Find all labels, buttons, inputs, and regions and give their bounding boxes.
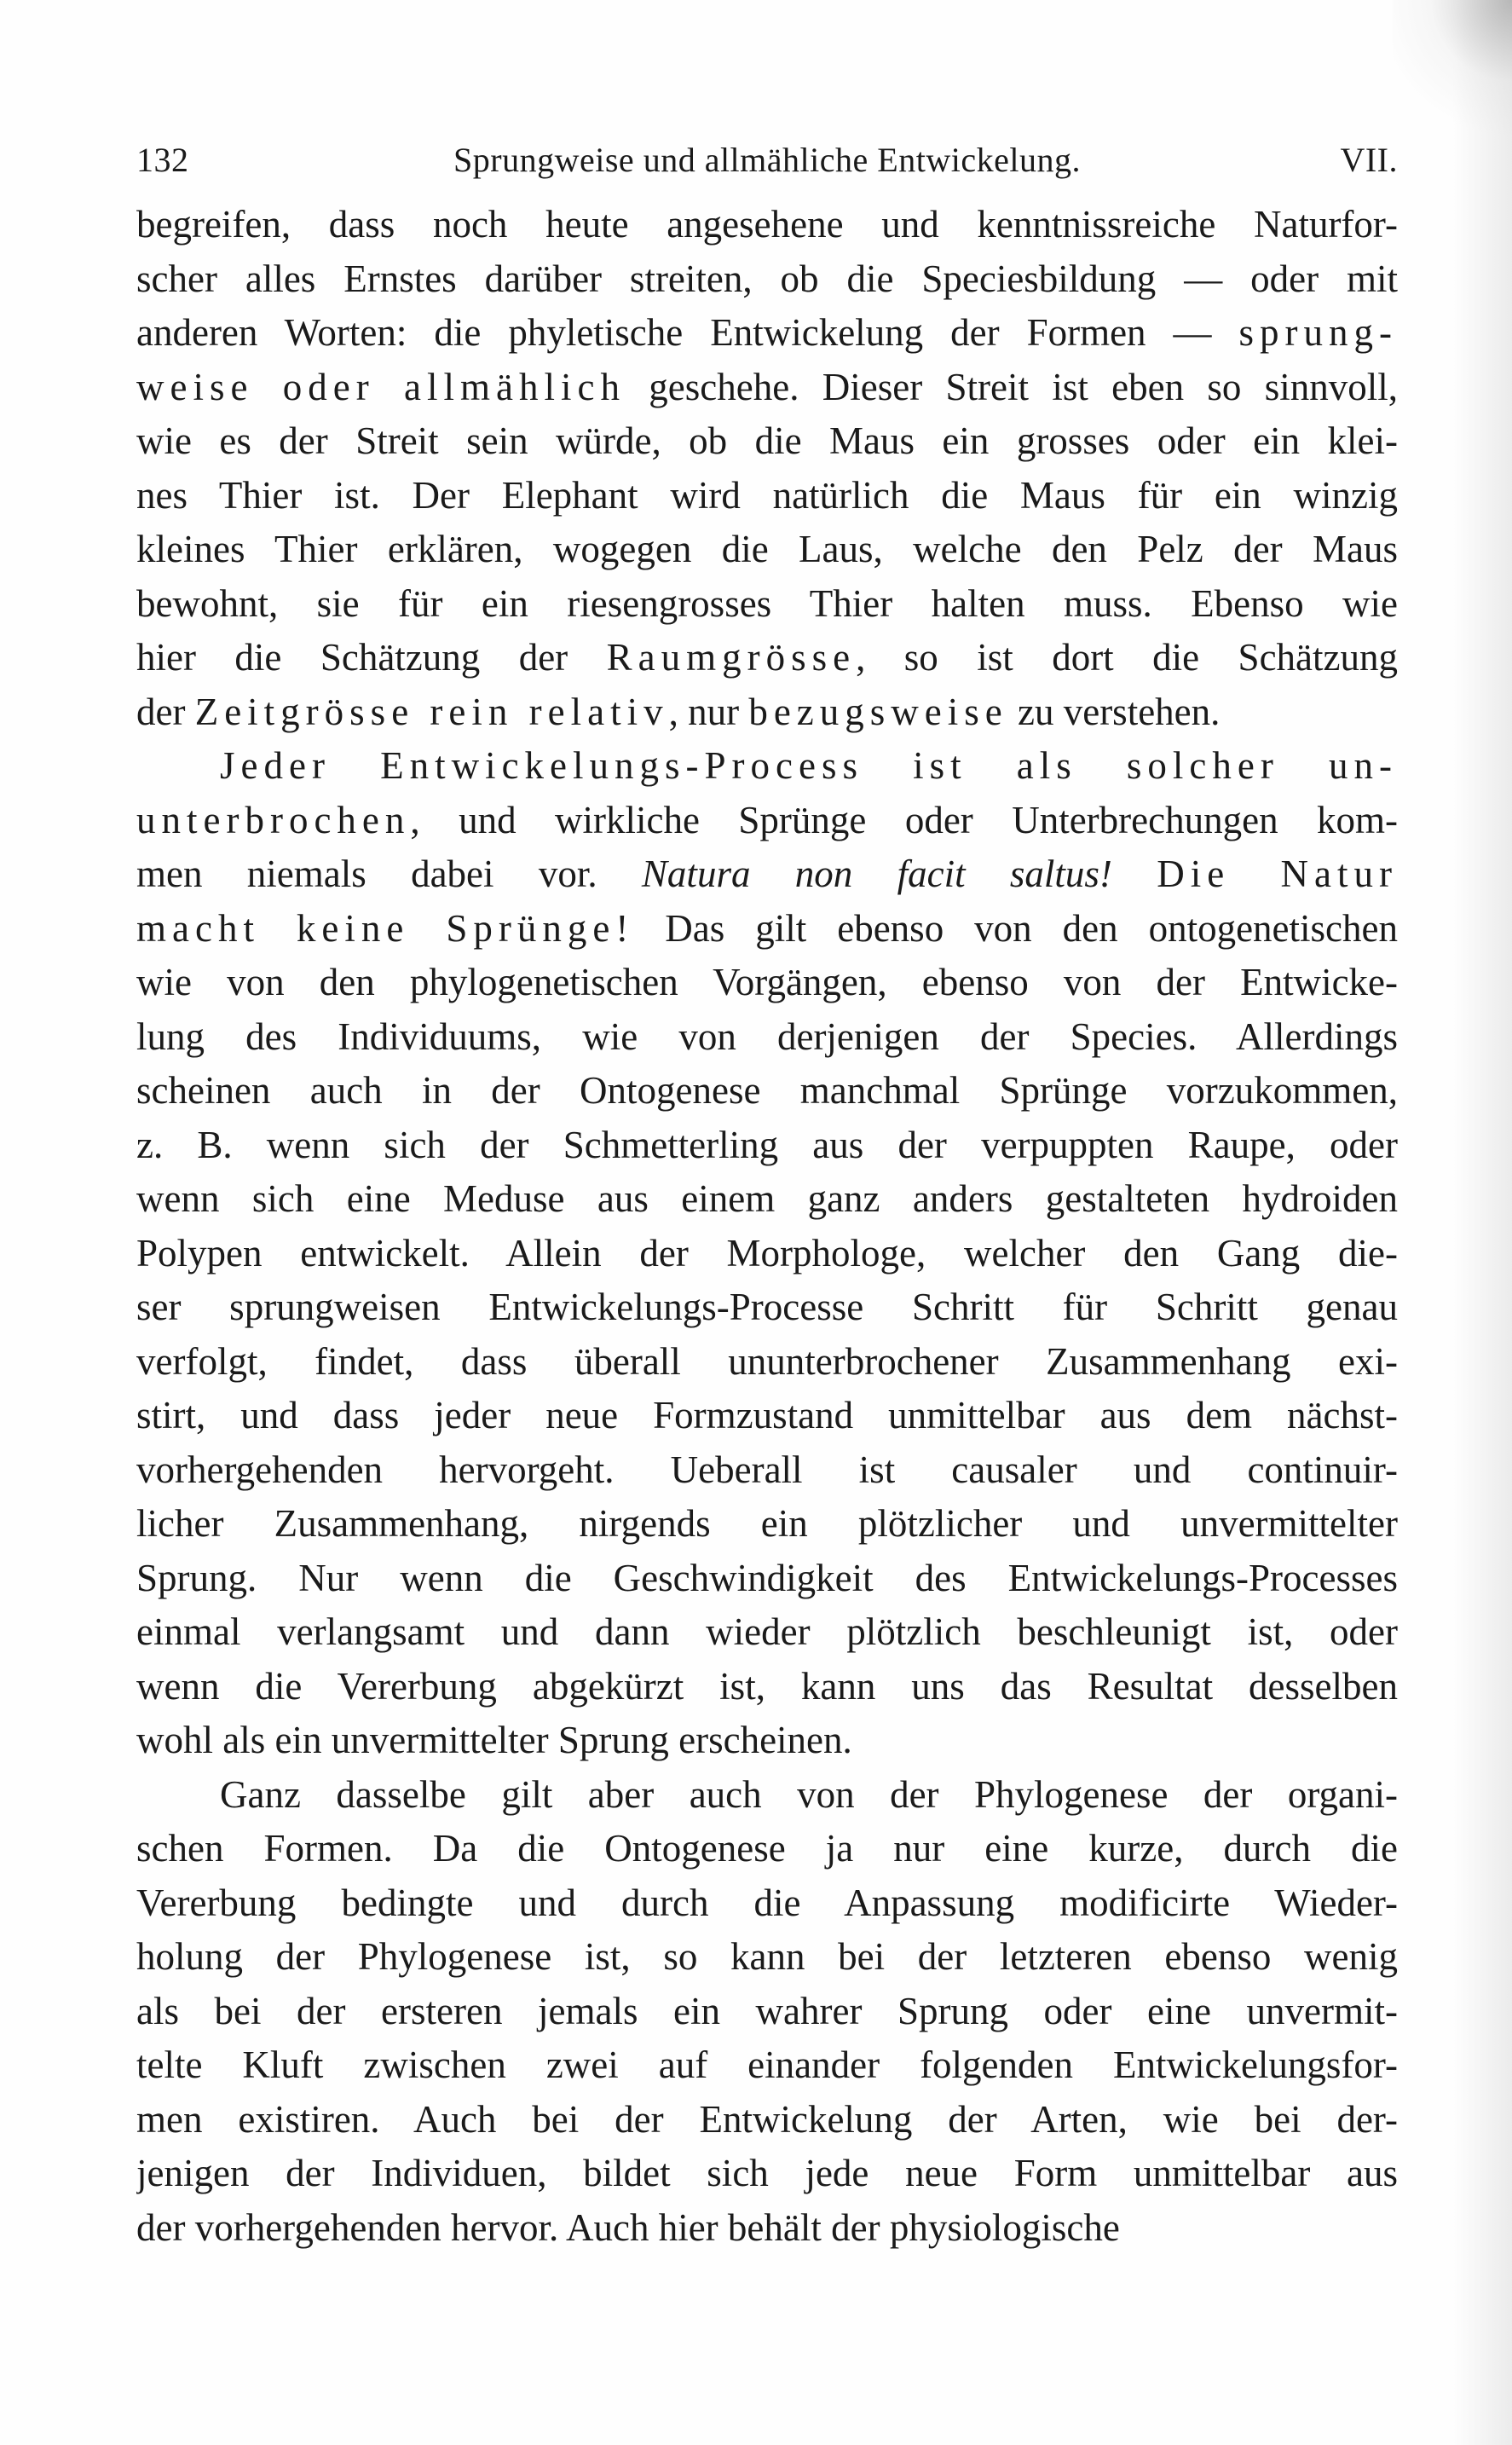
text-line bbox=[136, 1768, 1398, 1823]
text-line bbox=[136, 361, 1398, 415]
text-line bbox=[136, 902, 1398, 957]
running-header bbox=[136, 135, 1398, 186]
text-run: verfolgt, findet, dass überall ununterbrochener Zusammenhang exi- bbox=[136, 1339, 1398, 1383]
paragraph bbox=[136, 1768, 1398, 2256]
text-line bbox=[136, 1552, 1398, 1606]
text-line bbox=[136, 577, 1398, 632]
text-run: ser sprungweisen Entwickelungs-Processe Schritt für Schritt genau bbox=[136, 1286, 1398, 1328]
spaced-emphasis: sprung- bbox=[1238, 311, 1398, 354]
spaced-emphasis: Zeitgrösse rein relativ bbox=[194, 690, 669, 733]
text-run: einmal verlangsamt und dann wieder plötzlich beschleunigt ist, oder bbox=[136, 1610, 1398, 1653]
text-run: holung der Phylogenese ist, so kann bei der letzteren ebenso wenig bbox=[136, 1935, 1398, 1978]
text-line bbox=[136, 1118, 1398, 1173]
text-line bbox=[136, 1822, 1398, 1876]
text-run: nes Thier ist. Der Elephant wird natürlich die Maus für ein winzig bbox=[136, 473, 1398, 517]
text-run: Vererbung bedingte und durch die Anpassung modificirte Wieder- bbox=[136, 1881, 1398, 1924]
page-corner-shadow bbox=[1393, 0, 1512, 136]
spaced-emphasis: Raumgrösse bbox=[606, 636, 857, 679]
spaced-emphasis: unterbrochen bbox=[136, 798, 411, 841]
text-run: wenn die Vererbung abgekürzt ist, kann uns das Resultat desselben bbox=[136, 1664, 1398, 1708]
text-run: , so ist dort die Schätzung bbox=[856, 636, 1398, 679]
text-run: Polypen entwickelt. Allein der Morphologe, welcher den Gang die- bbox=[136, 1231, 1398, 1275]
text-run: zu verstehen. bbox=[1007, 690, 1221, 733]
text-run: als bei der ersteren jemals ein wahrer Sprung oder eine unvermit- bbox=[136, 1989, 1398, 2032]
spaced-emphasis: Die Natur bbox=[1157, 853, 1398, 895]
text-line bbox=[136, 1064, 1398, 1118]
text-run: jenigen der Individuen, bildet sich jede neue Form unmittelbar aus bbox=[136, 2152, 1398, 2194]
text-line bbox=[136, 2147, 1398, 2201]
text-line bbox=[136, 1605, 1398, 1660]
text-run: vorhergehenden hervorgeht. Ueberall ist causaler und continuir- bbox=[136, 1448, 1398, 1491]
text-run: lung des Individuums, wie von derjenigen der Species. Allerdings bbox=[136, 1014, 1398, 1058]
text-line bbox=[136, 631, 1398, 685]
text-line bbox=[136, 1227, 1398, 1281]
text-line bbox=[136, 1280, 1398, 1335]
italic-phrase: Natura non facit saltus! bbox=[641, 853, 1112, 895]
spaced-emphasis: macht keine Sprünge! bbox=[136, 906, 635, 950]
spaced-emphasis: weise oder allmählich bbox=[136, 365, 626, 408]
text-line bbox=[136, 1714, 1398, 1768]
running-title: Sprungweise und allmähliche Entwickelung. bbox=[453, 141, 1081, 179]
text-line bbox=[136, 414, 1398, 469]
text-run: wie von den phylogenetischen Vorgängen, ebenso von der Entwicke- bbox=[136, 961, 1398, 1003]
text-line bbox=[136, 1497, 1398, 1552]
text-run: wenn sich eine Meduse aus einem ganz anders gestalteten hydroiden bbox=[136, 1177, 1398, 1220]
text-run: stirt, und dass jeder neue Formzustand unmittelbar aus dem nächst- bbox=[136, 1394, 1398, 1436]
text-run: , nur bbox=[668, 690, 749, 733]
text-line bbox=[136, 794, 1398, 848]
text-run: Sprung. Nur wenn die Geschwindigkeit des Entwickelungs-Processes bbox=[136, 1556, 1398, 1599]
text-line bbox=[136, 252, 1398, 307]
text-line bbox=[136, 523, 1398, 577]
text-line bbox=[136, 2201, 1398, 2256]
text-run: der bbox=[136, 690, 195, 733]
text-line bbox=[136, 1443, 1398, 1498]
text-line bbox=[136, 306, 1398, 361]
text-run: begreifen, dass noch heute angesehene und kenntnissreiche Naturfor- bbox=[136, 203, 1398, 246]
text-run: scher alles Ernstes darüber streiten, ob die Speciesbildung — oder mit bbox=[136, 257, 1398, 300]
text-run: bewohnt, sie für ein riesengrosses Thier halten muss. Ebenso wie bbox=[136, 581, 1398, 625]
text-run: der vorhergehenden hervor. Auch hier behält der physiologische bbox=[136, 2205, 1120, 2249]
text-line bbox=[136, 1389, 1398, 1443]
text-line bbox=[136, 847, 1398, 902]
text-run bbox=[1112, 853, 1157, 895]
page-number: 132 bbox=[136, 141, 189, 179]
text-run: hier die Schätzung der bbox=[136, 636, 607, 679]
body-text bbox=[136, 198, 1398, 2255]
text-line bbox=[136, 1876, 1398, 1931]
paragraph bbox=[136, 739, 1398, 1768]
text-run: Das gilt ebenso von den ontogenetischen bbox=[634, 906, 1398, 950]
text-line bbox=[136, 2038, 1398, 2093]
text-line bbox=[136, 469, 1398, 523]
text-line bbox=[136, 956, 1398, 1010]
text-line bbox=[136, 1985, 1398, 2039]
text-run: kleines Thier erklären, wogegen die Laus, welche den Pelz der Maus bbox=[136, 528, 1398, 570]
page-edge-shadow bbox=[1452, 0, 1512, 2445]
text-line bbox=[136, 1010, 1398, 1065]
text-line bbox=[136, 685, 1398, 740]
text-line bbox=[136, 198, 1398, 252]
spaced-emphasis: Jeder Entwickelungs-Process ist als solcher un- bbox=[220, 744, 1398, 787]
text-run: telte Kluft zwischen zwei auf einander folgenden Entwickelungsfor- bbox=[136, 2043, 1398, 2086]
text-line bbox=[136, 1930, 1398, 1985]
text-run: wohl als ein unvermittelter Sprung erscheinen. bbox=[136, 1719, 852, 1761]
spaced-emphasis: bezugsweise bbox=[748, 690, 1008, 733]
text-run: schen Formen. Da die Ontogenese ja nur eine kurze, durch die bbox=[136, 1827, 1398, 1870]
text-line bbox=[136, 1335, 1398, 1390]
text-run: licher Zusammenhang, nirgends ein plötzlicher und unvermittelter bbox=[136, 1502, 1398, 1545]
text-run: men niemals dabei vor. bbox=[136, 853, 642, 895]
text-line bbox=[136, 1172, 1398, 1227]
text-run: z. B. wenn sich der Schmetterling aus der verpuppten Raupe, oder bbox=[136, 1123, 1398, 1166]
text-line bbox=[136, 739, 1398, 794]
text-run: anderen Worten: die phyletische Entwickelung der Formen — bbox=[136, 311, 1239, 354]
text-run: wie es der Streit sein würde, ob die Maus ein grosses oder ein klei- bbox=[136, 419, 1398, 462]
text-run: men existiren. Auch bei der Entwickelung der Arten, wie bei der- bbox=[136, 2097, 1398, 2141]
text-line bbox=[136, 2093, 1398, 2147]
text-run: , und wirkliche Sprünge oder Unterbrechungen kom- bbox=[410, 798, 1398, 841]
text-line bbox=[136, 1660, 1398, 1714]
text-run: scheinen auch in der Ontogenese manchmal Sprünge vorzukommen, bbox=[136, 1069, 1398, 1112]
text-run: Ganz dasselbe gilt aber auch von der Phylogenese der organi- bbox=[220, 1772, 1398, 1816]
text-run: geschehe. Dieser Streit ist eben so sinnvoll, bbox=[625, 365, 1398, 408]
chapter-number: VII. bbox=[1340, 141, 1398, 179]
paragraph bbox=[136, 198, 1398, 739]
